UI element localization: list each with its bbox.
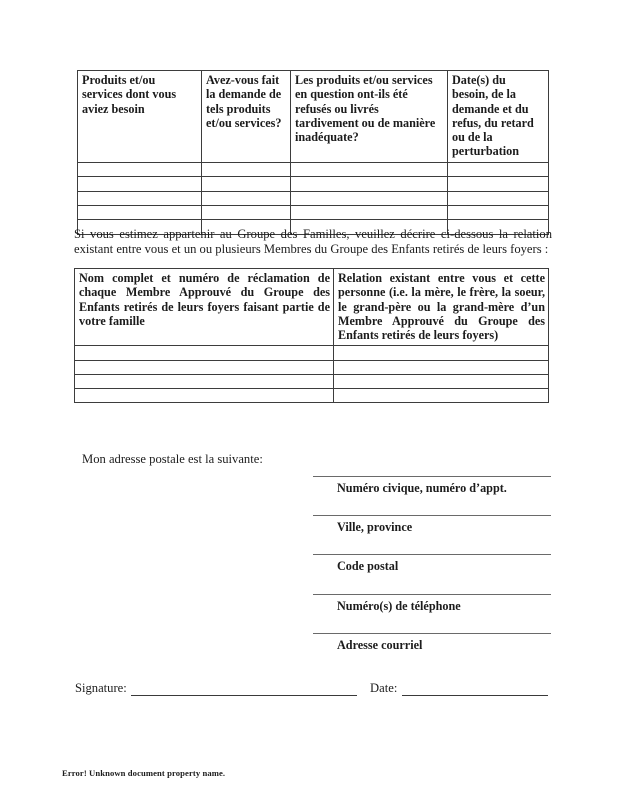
empty-table-row (75, 374, 549, 388)
products-services-table (77, 70, 549, 235)
empty-table-row (75, 346, 549, 360)
date-label: Date: (370, 681, 398, 695)
empty-table-row (75, 389, 549, 403)
products-table-header-row (78, 71, 549, 163)
address-field (313, 594, 551, 633)
date-line[interactable] (402, 682, 548, 696)
header-produits-services: Produits et/ou services dont vous aviez besoin (78, 71, 202, 163)
empty-table-row (78, 162, 549, 176)
empty-table-row (78, 205, 549, 219)
address-field-label: Adresse courriel (337, 637, 423, 652)
empty-fill-cell[interactable] (291, 162, 448, 176)
empty-fill-cell[interactable] (202, 162, 291, 176)
empty-fill-cell[interactable] (78, 191, 202, 205)
families-group-paragraph: Si vous estimez appartenir au Groupe des Familles, veuillez décrire ci-dessous la relation existant entre vous et un ou plusieurs Membres du Groupe des Enfants retirés de leurs foyers : (74, 227, 552, 256)
empty-fill-cell[interactable] (334, 360, 549, 374)
relation-table-header-row (75, 269, 549, 346)
empty-fill-cell[interactable] (202, 191, 291, 205)
empty-fill-cell[interactable] (291, 177, 448, 191)
empty-fill-cell[interactable] (291, 191, 448, 205)
empty-fill-cell[interactable] (78, 162, 202, 176)
empty-fill-cell[interactable] (75, 374, 334, 388)
signature-line[interactable] (131, 682, 357, 696)
address-intro-text: Mon adresse postale est la suivante: (82, 452, 263, 466)
empty-fill-cell[interactable] (78, 177, 202, 191)
signature-row (75, 681, 548, 696)
address-field (313, 633, 551, 672)
empty-fill-cell[interactable] (448, 162, 549, 176)
address-field-label: Numéro civique, numéro d’appt. (337, 481, 507, 495)
header-dates: Date(s) du besoin, de la demande et du refus, du retard ou de la perturbation (448, 71, 549, 163)
empty-fill-cell[interactable] (202, 177, 291, 191)
address-field-label: Code postal (337, 559, 399, 574)
footer-error-text: Error! Unknown document property name. (62, 768, 226, 778)
empty-table-row (78, 177, 549, 191)
empty-table-row (75, 360, 549, 374)
empty-table-row (78, 191, 549, 205)
empty-fill-cell[interactable] (448, 205, 549, 219)
header-relation: Relation existant entre vous et cette personne (i.e. la mère, le frère, la soeur, le grand-père ou la grand-mère d’un Membre Approuvé du Groupe des Enfants retirés de leurs foyers) (334, 269, 549, 346)
address-fields-block (313, 476, 551, 672)
header-refuses-livres: Les produits et/ou services en question ont-ils été refusés ou livrés tardivement ou de manière inadéquate? (291, 71, 448, 163)
address-field (313, 515, 551, 554)
empty-fill-cell[interactable] (334, 389, 549, 403)
empty-fill-cell[interactable] (202, 205, 291, 219)
empty-fill-cell[interactable] (75, 389, 334, 403)
signature-label: Signature: (75, 681, 127, 695)
header-nom-complet: Nom complet et numéro de réclamation de chaque Membre Approuvé du Groupe des Enfants retirés de leurs foyers faisant partie de votre famille (75, 269, 334, 346)
header-demande: Avez-vous fait la demande de tels produits et/ou services? (202, 71, 291, 163)
address-field (313, 554, 551, 593)
empty-fill-cell[interactable] (334, 374, 549, 388)
empty-fill-cell[interactable] (78, 205, 202, 219)
empty-fill-cell[interactable] (75, 360, 334, 374)
address-field-label: Ville, province (337, 520, 413, 535)
empty-fill-cell[interactable] (448, 177, 549, 191)
empty-fill-cell[interactable] (448, 191, 549, 205)
family-relation-table (74, 268, 549, 403)
empty-fill-cell[interactable] (334, 346, 549, 360)
address-field-label: Numéro(s) de téléphone (337, 598, 461, 613)
address-field (313, 476, 551, 515)
empty-fill-cell[interactable] (291, 205, 448, 219)
empty-fill-cell[interactable] (75, 346, 334, 360)
